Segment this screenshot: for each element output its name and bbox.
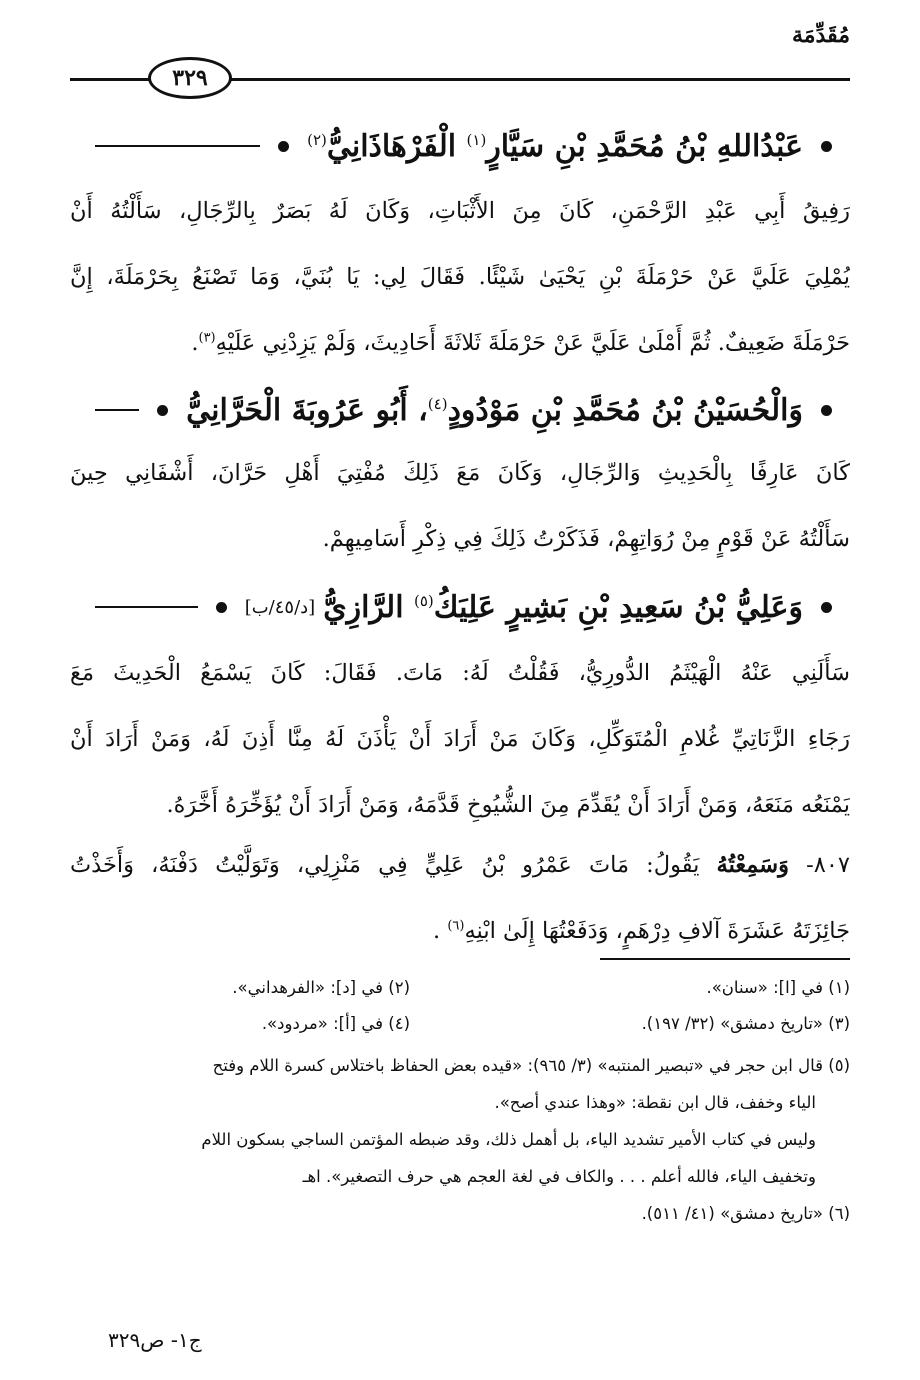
footnote-ref: (٦): [447, 918, 465, 934]
text-line-content: حَرْمَلَةَ ضَعِيفٌ. ثُمَّ أَمْلَىٰ عَلَيَّ عَنْ حَرْمَلَةَ ثَلاثَةَ أَحَادِيثَ، وَلَمْ يَزِدْنِي عَلَيْهِ: [215, 330, 850, 356]
footnote-1: (١) في [ا]: «سنان».: [706, 978, 850, 997]
footnote-ref: (٤): [427, 394, 448, 413]
text-line: رَفِيقُ أَبِي عَبْدِ الرَّحْمَنِ، كَانَ مِنَ الأَثْبَاتِ، وَكَانَ لَهُ بَصَرٌ بِالرِّجَالِ، سَأَلْتُهُ أَنْ: [70, 198, 850, 224]
text-line: سَأَلْتُهُ عَنْ قَوْمٍ مِنْ رُوَاتِهِمْ، فَذَكَرْتُ ذَلِكَ فِي ذِكْرِ أَسَامِيهِمْ.: [322, 526, 850, 552]
footnote-separator: [600, 958, 850, 960]
footnote-5-line: وليس في كتاب الأمير تشديد الياء، بل أهمل ذلك، وقد ضبطه المؤتمن الساجي بسكون اللام: [201, 1130, 816, 1149]
bullet-icon: [821, 405, 832, 416]
entry-heading-3: [95, 587, 850, 627]
text-line-content: جَائِزَتَهُ عَشَرَةَ آلافِ دِرْهَمٍ، وَدَفَعْتُهَا إِلَىٰ ابْنِهِ: [464, 918, 850, 944]
footnote-5-line: (٥) قال ابن حجر في «تبصير المنتبه» (٣/ ٩٦٥): «قيده بعض الحفاظ باختلاس كسرة اللام وفتح: [212, 1056, 850, 1075]
page-number: ٣٢٩: [172, 65, 208, 91]
bullet-icon: [821, 602, 832, 613]
footnote-row: [70, 978, 850, 1008]
footnote-ref: (١): [466, 130, 487, 149]
bullet-icon: [157, 405, 168, 416]
footnote-row: [70, 1014, 850, 1044]
text-line: يُمْلِيَ عَلَيَّ عَنْ حَرْمَلَةَ بْنِ يَحْيَىٰ شَيْئًا. فَقَالَ لِي: يَا بُنَيَّ، وَمَا تَصْنَعُ بِحَرْمَلَةَ، إِنَّ: [70, 264, 850, 290]
folio-mark: ج١- ص٣٢٩: [108, 1328, 202, 1352]
entry-name-text: عَبْدُاللهِ بْنُ مُحَمَّدِ بْنِ سَيَّارٍ: [486, 128, 803, 164]
page-number-oval: [148, 57, 232, 99]
footnote-4: (٤) في [أ]: «مردود».: [261, 1014, 410, 1033]
entry-nisba: الْفَرْهَاذَانِيُّ: [326, 128, 457, 164]
entry-heading-2: [95, 390, 850, 430]
footnote-ref: (٣): [198, 330, 216, 346]
footnote-ref: (٥): [414, 591, 434, 610]
heading-dash: [95, 145, 260, 147]
narration-number: ٨٠٧-: [806, 852, 850, 878]
entry-nisba: ، أَبُو عَرُوبَةَ الْحَرَّانِيُّ: [186, 392, 428, 428]
text-line: [70, 832, 850, 898]
narration-807: [70, 832, 850, 964]
footnote-5-line: وتخفيف الياء، فالله أعلم . . . والكاف في لغة العجم هي حرف التصغير». اهـ: [302, 1167, 816, 1186]
manuscript-ref: [د/٤٥/ب]: [244, 596, 316, 618]
running-title: مُقَدِّمَة: [791, 22, 850, 48]
heading-dash: [95, 409, 139, 411]
footnote-5-line: الياء وخفف، قال ابن نقطة: «وهذا عندي أصح».: [494, 1093, 816, 1112]
bullet-icon: [821, 141, 832, 152]
entry-body-2: [70, 440, 850, 572]
bullet-icon: [278, 141, 289, 152]
entry-body-3: [70, 640, 850, 838]
footnote-6: (٦) «تاريخ دمشق» (٤١/ ٥١١).: [641, 1204, 850, 1223]
text-line: كَانَ عَارِفًا بِالْحَدِيثِ وَالرِّجَالِ، وَكَانَ مَعَ ذَلِكَ مُفْتِيَ أَهْلِ حَرَّانَ، أَشْفَانِي حِينَ: [70, 460, 850, 486]
entry-heading-1: [95, 126, 850, 166]
entry-name-text: وَعَلِيُّ بْنُ سَعِيدِ بْنِ بَشِيرٍ عَلِيَكُ: [433, 589, 803, 625]
entry-name: [307, 129, 803, 164]
entry-name: [186, 393, 803, 428]
footnote-ref: (٢): [307, 130, 327, 149]
text-line: يَمْنَعُه مَنَعَهُ، وَمَنْ أَرَادَ أَنْ يُقَدِّمَ مِنَ الشُّيُوخِ قَدَّمَهُ، وَمَنْ أَرَادَ أَنْ يُؤَخِّرَهُ أَخَّرَهُ.: [166, 792, 850, 818]
heading-dash: [95, 606, 198, 608]
entry-body-1: [70, 178, 850, 376]
narration-lead: وَسَمِعْتُهُ: [716, 852, 789, 878]
text-line: جَائِزَتَهُ عَشَرَةَ آلافِ دِرْهَمٍ، وَدَفَعْتُهَا إِلَىٰ ابْنِهِ$^{(٦)}$ .: [433, 918, 850, 944]
bullet-icon: [216, 602, 227, 613]
text-line: سَأَلَنِي عَنْهُ الْهَيْثَمُ الدُّورِيُّ، فَقُلْتُ لَهُ: مَاتَ. فَقَالَ: كَانَ يَسْمَعُ الْحَدِيثَ مَعَ: [70, 660, 850, 686]
entry-nisba: الرَّازِيُّ: [323, 589, 404, 625]
text-line-content: يَقُولُ: مَاتَ عَمْرُو بْنُ عَلِيٍّ فِي مَنْزِلِي، وَتَوَلَّيْتُ دَفْنَهُ، وَأَخَذْتُ: [70, 852, 700, 878]
text-line: رَجَاءِ الزَّنَاتِيِّ غُلامِ الْمُتَوَكِّلِ، وَكَانَ مَنْ أَرَادَ أَنْ يَأْذَنَ لَهُ مِنَّا أَذِنَ لَهُ، وَمَنْ أَرَادَ أَنْ: [70, 726, 850, 752]
footnote-2: (٢) في [د]: «الفرهداني».: [232, 978, 410, 997]
entry-name-text: وَالْحُسَيْنُ بْنُ مُحَمَّدِ بْنِ مَوْدُودٍ: [447, 392, 803, 428]
entry-name: [323, 590, 803, 625]
text-line: حَرْمَلَةَ ضَعِيفٌ. ثُمَّ أَمْلَىٰ عَلَيَّ عَنْ حَرْمَلَةَ ثَلاثَةَ أَحَادِيثَ، وَلَمْ يَزِدْنِي عَلَيْهِ$^{(٣)}$.: [191, 330, 850, 356]
footnote-3: (٣) «تاريخ دمشق» (٣٢/ ١٩٧).: [641, 1014, 850, 1033]
